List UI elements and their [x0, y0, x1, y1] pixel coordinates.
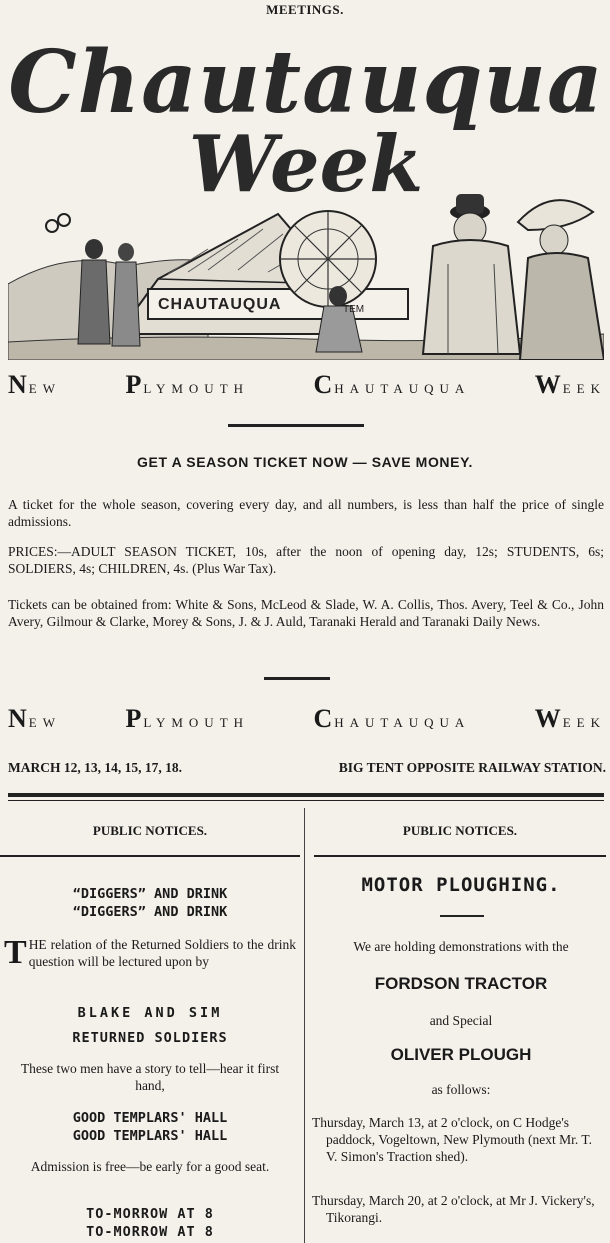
banner-title: Chautauqua: [8, 34, 604, 133]
banner-subtitle: Week: [188, 119, 424, 210]
venue-heading-2: GOOD TEMPLARS' HALL: [72, 1128, 228, 1144]
column-divider: [304, 808, 305, 1243]
week-word-chautauqua: CHAUTAUQUA: [313, 370, 471, 399]
week-word-new: NEW: [8, 370, 61, 399]
demonstration-item-2: Thursday, March 20, at 2 o'clock, at Mr J. Vickery's, Tikorangi.: [312, 1193, 595, 1225]
week-word-chautauqua: CHAUTAUQUA: [313, 704, 471, 733]
diggers-heading-1: “DIGGERS” AND DRINK: [72, 886, 228, 902]
speakers-description: RETURNED SOLDIERS: [72, 1030, 228, 1046]
left-column-heading: PUBLIC NOTICES.: [92, 823, 208, 838]
right-column-heading: PUBLIC NOTICES.: [402, 823, 518, 838]
divider-rule: [440, 915, 484, 917]
speakers-names: BLAKE AND SIM: [77, 1005, 223, 1021]
demonstration-intro: We are holding demonstrations with the: [353, 939, 569, 954]
right-column-rule: [314, 855, 606, 857]
tent-label: CHAUTAUQUA: [158, 296, 282, 313]
diggers-heading-2: “DIGGERS” AND DRINK: [72, 904, 228, 920]
venue-heading-1: GOOD TEMPLARS' HALL: [72, 1110, 228, 1126]
divider-rule: [264, 677, 330, 680]
week-line-bottom: [8, 704, 606, 734]
season-ticket-text: A ticket for the whole season, covering every day, and all numbers, is less than half the price of single admissions.: [8, 497, 604, 529]
fordson-tractor-heading: FORDSON TRACTOR: [374, 974, 548, 993]
week-word-plymouth: PLYMOUTH: [125, 370, 250, 399]
tent-label-secondary: TEM: [343, 304, 365, 315]
as-follows-text: as follows:: [431, 1082, 491, 1097]
season-ticket-headline: GET A SEASON TICKET NOW — SAVE MONEY.: [137, 454, 473, 470]
divider-rule: [228, 424, 364, 427]
week-word-week: WEEK: [534, 704, 606, 733]
motor-ploughing-title: MOTOR PLOUGHING.: [361, 874, 561, 896]
week-word-new: NEW: [8, 704, 61, 733]
week-word-week: WEEK: [534, 370, 606, 399]
oliver-plough-heading: OLIVER PLOUGH: [390, 1045, 532, 1064]
week-word-plymouth: PLYMOUTH: [125, 704, 250, 733]
ticket-outlets-text: Tickets can be obtained from: White & Sons, McLeod & Slade, W. A. Collis, Thos. Avery, Teel & Co., John Avery, Gilmour & Clarke, Morey & Sons, J. & J. Auld, Taranaki Herald and Taranaki Daily News.: [8, 597, 604, 629]
time-heading-1: TO-MORROW AT 8: [86, 1206, 214, 1222]
admission-text: Admission is free—be early for a good seat.: [30, 1159, 270, 1174]
chautauqua-banner-illustration: [8, 34, 604, 360]
week-line-top: [8, 370, 606, 400]
drop-cap: T: [4, 934, 27, 971]
prices-text: PRICES:—ADULT SEASON TICKET, 10s, after the noon of opening day, 12s; STUDENTS, 6s; SOLDIERS, 4s; CHILDREN, 4s. (Plus War Tax).: [8, 544, 604, 576]
section-rule-thin: [8, 800, 604, 801]
event-venue: BIG TENT OPPOSITE RAILWAY STATION.: [338, 760, 606, 775]
story-text: These two men have a story to tell—hear it first hand,: [20, 1061, 280, 1093]
section-rule: [8, 793, 604, 797]
event-dates: MARCH 12, 13, 14, 15, 17, 18.: [8, 760, 182, 775]
time-heading-2: TO-MORROW AT 8: [86, 1224, 214, 1240]
demonstration-item-1: Thursday, March 13, at 2 o'clock, on C Hodge's paddock, Vogeltown, New Plymouth (next Mr. T. V. Simon's Traction shed).: [312, 1115, 592, 1164]
dates-line: [8, 760, 606, 776]
lecture-intro: THE relation of the Returned Soldiers to the drink question will be lectured upon by: [4, 934, 296, 971]
and-special-text: and Special: [429, 1013, 493, 1028]
section-heading-meetings: MEETINGS.: [266, 2, 344, 17]
left-column-rule: [0, 855, 300, 857]
